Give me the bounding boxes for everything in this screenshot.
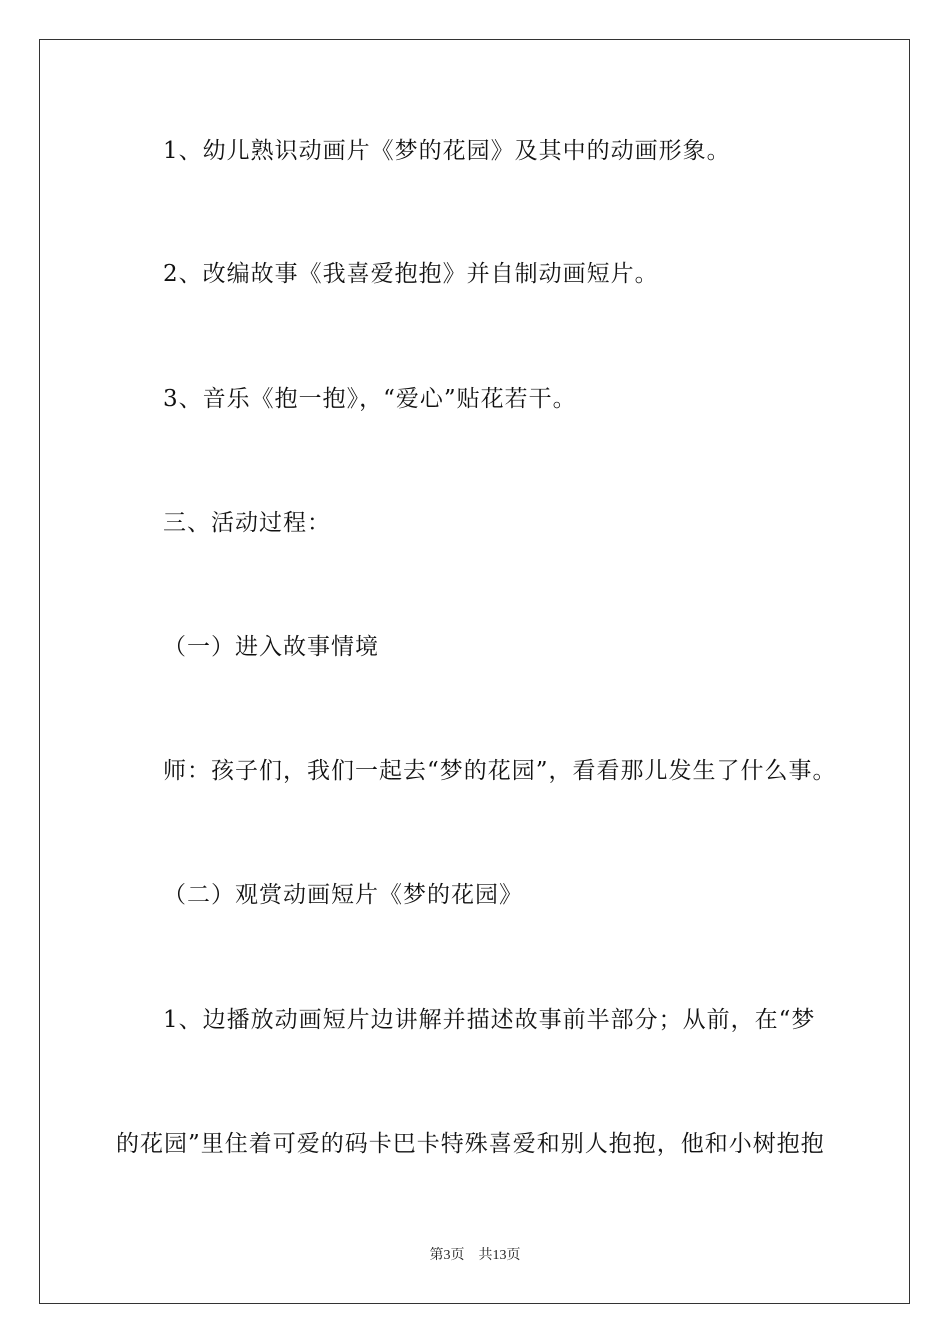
page-border [39,39,910,1304]
material-item-1: 1、幼儿熟识动画片《梦的花园》及其中的动画形象。 [163,138,731,164]
subsection-heading-1: （一）进入故事情境 [163,634,379,660]
material-item-3: 3、音乐《抱一抱》，“爱心”贴花若干。 [163,386,577,412]
section-heading-activity-process: 三、活动过程： [163,510,331,536]
page-footer [0,1247,950,1265]
material-item-2: 2、改编故事《我喜爱抱抱》并自制动画短片。 [163,261,659,287]
teacher-dialogue: 师：孩子们，我们一起去“梦的花园”，看看那儿发生了什么事。 [163,758,837,784]
page-number: 第3页 [429,1248,465,1263]
page-total: 共13页 [478,1248,521,1263]
subsection-heading-2: （二）观赏动画短片《梦的花园》 [163,882,523,908]
paragraph-line-1: 1、边播放动画短片边讲解并描述故事前半部分；从前，在“梦 [163,1007,816,1033]
paragraph-line-2: 的花园”里住着可爱的码卡巴卡特殊喜爱和别人抱抱，他和小树抱抱 [116,1131,825,1157]
